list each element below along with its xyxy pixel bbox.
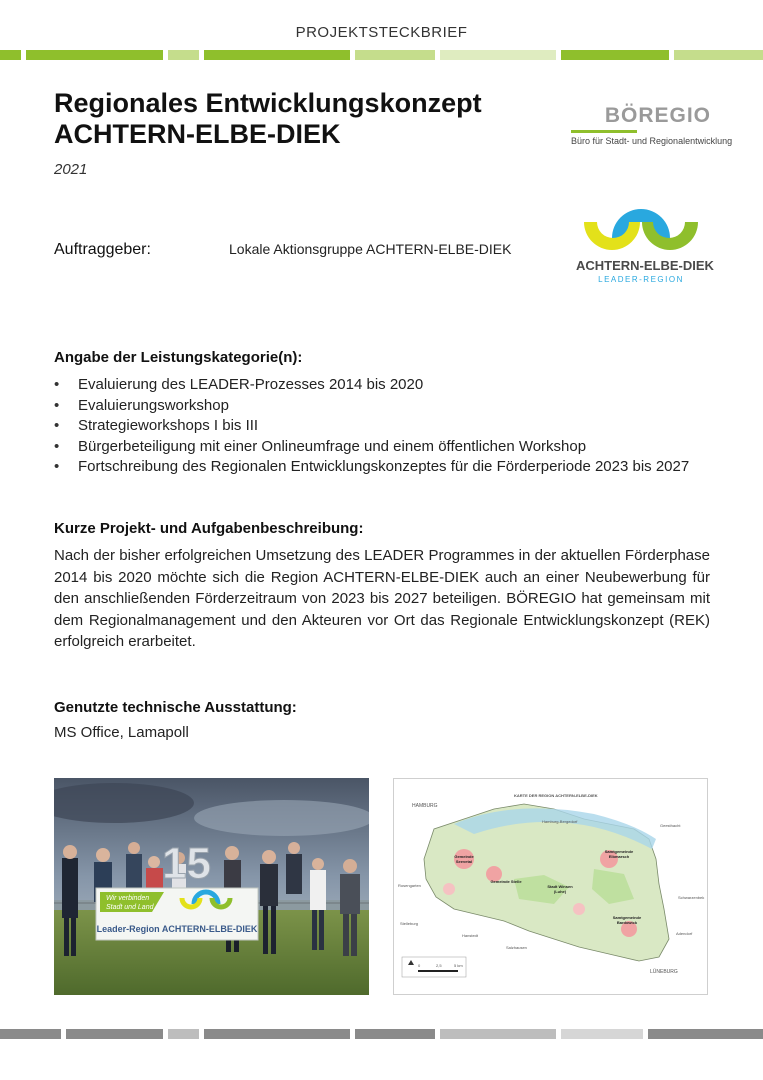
- description-text: Nach der bisher erfolgreichen Umsetzung des LEADER Programmes in der aktuellen Förderphase 2014 bis 2020 möchte sich die Region ACHTERN-ELBE-DIEK auch an einer Neubewerbung für den anschließenden Förderzeitraum von 2023 bis 2027 beteiligen. BÖREGIO hat gemeinsam mit dem Regionalmanagement und den Akteuren vor Ort das Regionale Entwicklungskonzept (REK) erfolgreich erarbeitet.: [54, 547, 710, 650]
- title-line-1: Regionales Entwicklungskonzept: [54, 88, 482, 118]
- map-label-hamburg-bergedorf: Hamburg-Bergedorf: [542, 819, 578, 824]
- banner-title: Leader-Region ACHTERN-ELBE-DIEK: [96, 924, 258, 934]
- map-label-luneburg: LÜNEBURG: [650, 969, 678, 975]
- client-value: Lokale Aktionsgruppe ACHTERN-ELBE-DIEK: [229, 241, 512, 257]
- services-heading: Angabe der Leistungskategorie(n):: [54, 349, 303, 366]
- list-item: • Evaluierungsworkshop: [54, 396, 689, 417]
- list-item: • Fortschreibung des Regionalen Entwicklungskonzeptes für die Förderperiode 2023 bis 2027: [54, 457, 689, 478]
- client-label: Auftraggeber:: [54, 241, 151, 258]
- map-label-elbmarsch: Samtgemeinde Elbmarsch: [604, 849, 634, 859]
- map-label-hanstedt: Hanstedt: [462, 933, 479, 938]
- map-label-adendorf: Adendorf: [676, 931, 693, 936]
- title-line-2: ACHTERN-ELBE-DIEK: [54, 119, 341, 149]
- brand-underline: [571, 130, 637, 133]
- project-year: 2021: [54, 161, 88, 178]
- map-label-stelle: Gemeinde Stelle: [490, 879, 522, 884]
- list-item: • Evaluierung des LEADER-Prozesses 2014 bis 2020: [54, 375, 689, 396]
- list-item: • Strategieworkshops I bis III: [54, 416, 689, 437]
- region-logo-title: ACHTERN-ELBE-DIEK: [576, 258, 714, 273]
- page-title: [54, 88, 554, 150]
- boeregio-logo: [571, 104, 733, 146]
- map-label-winsen: Stadt Winsen (Luhe): [547, 884, 573, 894]
- banner-line-2: Stadt und Land: [106, 904, 154, 911]
- map-label-schwarzenbek: Schwarzenbek: [678, 895, 705, 900]
- services-list: [54, 375, 689, 478]
- map-scale-start: 0: [418, 963, 421, 968]
- list-item: • Bürgerbeteiligung mit einer Onlineumfrage und einem öffentlichen Workshop: [54, 437, 689, 458]
- map-label-salzhausen: Salzhausen: [506, 945, 527, 950]
- equipment-value: MS Office, Lamapoll: [54, 724, 189, 741]
- balloon-number: 15: [162, 839, 211, 888]
- map-label-stelleburg: Stelleburg: [400, 921, 419, 926]
- document-type-label: PROJEKTSTECKBRIEF: [295, 24, 468, 41]
- brand-tagline: Büro für Stadt- und Regionalentwicklung: [571, 136, 733, 146]
- map-title: KARTE DER REGION ACHTERN-ELBE-DIEK: [514, 793, 598, 798]
- map-label-hamburg: HAMBURG: [412, 803, 438, 809]
- map-scale-mid: 2,5: [436, 963, 442, 968]
- banner-line-1: Wir verbinden: [106, 895, 150, 902]
- map-label-rosengarten: Rosengarten: [398, 883, 421, 888]
- map-scale-end: 5 km: [454, 963, 463, 968]
- region-logo-symbol-icon: [582, 204, 700, 258]
- region-logo-subtitle: LEADER-REGION: [598, 275, 684, 284]
- map-label-geesthacht: Geesthacht: [660, 823, 681, 828]
- region-logo: [576, 204, 714, 286]
- map-label-bardowick: Samtgemeinde Bardowick: [612, 915, 642, 925]
- region-map: [393, 778, 708, 995]
- brand-name: BÖREGIO: [604, 104, 711, 127]
- group-photo: [54, 778, 369, 995]
- equipment-heading: Genutzte technische Ausstattung:: [54, 699, 297, 716]
- description-heading: Kurze Projekt- und Aufgabenbeschreibung:: [54, 520, 364, 537]
- map-label-seevetal: Gemeinde Seevetal: [454, 854, 474, 864]
